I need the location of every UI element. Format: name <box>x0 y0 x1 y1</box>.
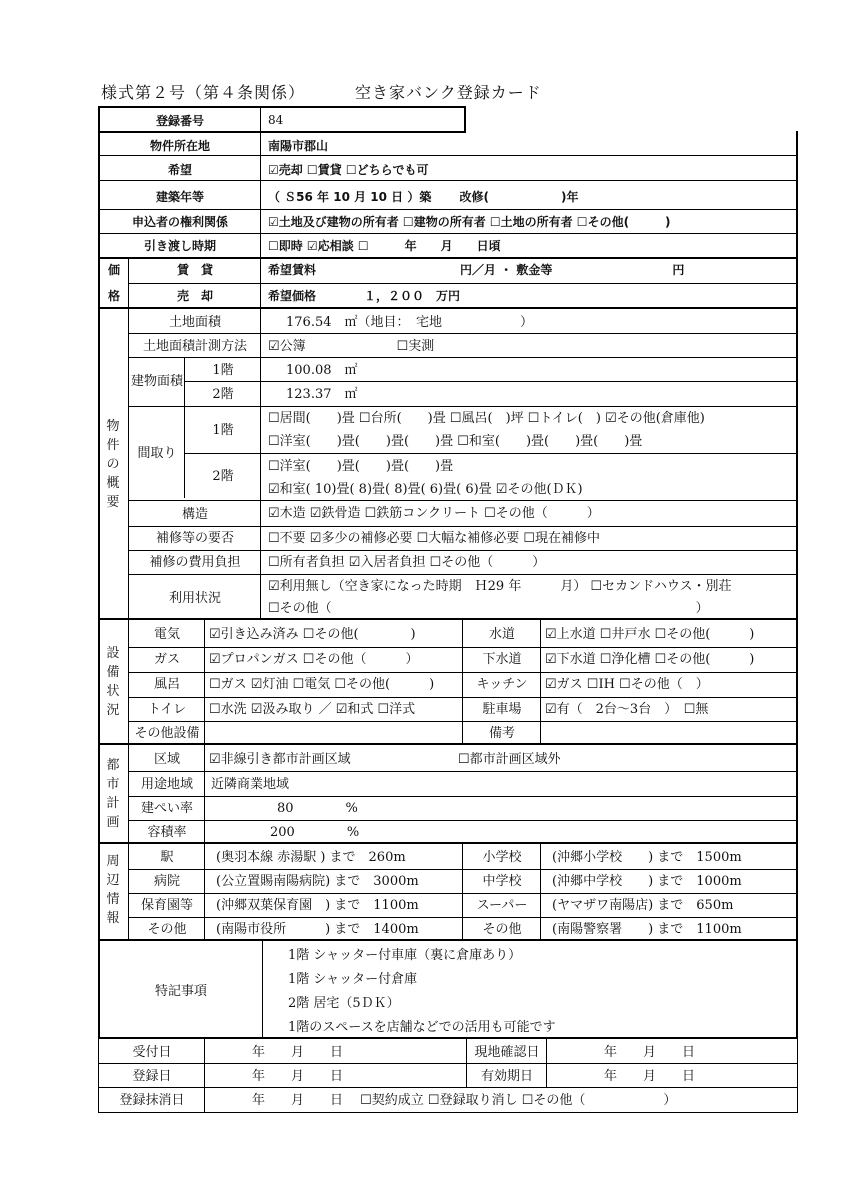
bath-label: 風呂 <box>153 677 180 692</box>
notes-label: 備考 <box>488 726 515 741</box>
madori-floor2: 2階 <box>212 469 234 484</box>
madori-f1-line1: ☐居間( )畳 ☐台所( )畳 ☐風呂( )坪 ☐トイレ( ) ☑その他(倉庫他) <box>268 411 705 426</box>
sewer-value: ☑下水道 ☐浄化槽 ☐その他( ) <box>545 652 755 667</box>
built-value: （ Ｓ56 年 10 月 10 日 ）築 改修( )年 <box>268 190 579 204</box>
floor1-area: 100.08 ㎡ <box>286 363 358 378</box>
electric-value: ☑引き込み済み ☐その他( ) <box>209 627 416 642</box>
special-line: 2階 居宅（5ＤＫ） <box>288 996 400 1011</box>
price-side-1: 価 <box>107 263 120 277</box>
sale-label: 売 却 <box>176 289 213 303</box>
area-value: ☑非線引き都市計画区域 <box>209 752 351 767</box>
structure-label: 構造 <box>181 507 208 522</box>
gas-value: ☑プロパンガス ☐その他（ ） <box>209 652 419 667</box>
area-value-2: ☐都市計画区域外 <box>458 752 561 767</box>
far-value: 200 % <box>270 825 360 840</box>
rent-value: 希望賃料 円／月 ・ 敷金等 円 <box>268 263 685 277</box>
toilet-value: ☐水洗 ☑汲み取り ／ ☑和式 ☐洋式 <box>209 702 416 717</box>
madori-label: 間取り <box>137 446 177 461</box>
cost-label: 補修の費用負担 <box>149 555 241 570</box>
received-label: 受付日 <box>132 1045 172 1060</box>
kitchen-label: キッチン <box>476 677 528 692</box>
reg-value: 84 <box>268 113 284 127</box>
handover-value: ☐即時 ☑応相談 ☐ 年 月 日頃 <box>268 239 501 253</box>
wish-value: ☑売却 ☐賃貸 ☐どちらでも可 <box>268 163 429 177</box>
special-line: 1階 シャッター付倉庫 <box>288 972 418 987</box>
price-side-2: 格 <box>107 289 120 303</box>
rent-label: 賃 貸 <box>176 263 213 277</box>
valid-date: 年 月 日 <box>604 1069 696 1084</box>
cancel-label: 登録抹消日 <box>119 1093 185 1108</box>
bcr-label: 建ぺい率 <box>140 801 193 816</box>
usage-label: 利用状況 <box>168 591 221 606</box>
area-label: 区域 <box>153 752 180 767</box>
site-check-date: 年 月 日 <box>604 1045 696 1060</box>
sale-value: 希望価格 １，２００ 万円 <box>268 289 461 303</box>
usage-line1: ☑利用無し（空き家になった時期 Ｈ29 年 月） ☐セカンドハウス・別荘 <box>268 579 732 594</box>
use-district-label: 用途地域 <box>140 777 193 792</box>
location-value: 南陽市郡山 <box>268 139 329 153</box>
madori-f1-line2: ☐洋室( )畳( )畳( )畳 ☐和室( )畳( )畳( )畳 <box>268 434 643 449</box>
form-title <box>101 80 542 103</box>
land-area-value: 176.54 ㎡（地目： 宅地 ） <box>286 315 533 330</box>
floor2-area: 123.37 ㎡ <box>286 387 358 402</box>
registered-label: 登録日 <box>132 1069 172 1084</box>
usage-line2: ☐その他（ ） <box>268 601 709 616</box>
rights-label: 申込者の権利関係 <box>131 215 228 229</box>
bldg-area-label: 建物面積 <box>130 374 183 389</box>
madori-floor1: 1階 <box>212 423 234 438</box>
land-method-value: ☑公簿 ☐実測 <box>268 339 435 354</box>
bath-value: ☐ガス ☑灯油 ☐電気 ☐その他( ) <box>209 677 435 692</box>
repair-value: ☐不要 ☑多少の補修必要 ☐大幅な補修必要 ☐現在補修中 <box>268 531 601 546</box>
far-label: 容積率 <box>147 825 187 840</box>
floor1-label: 1階 <box>212 363 234 378</box>
water-value: ☑上水道 ☐井戸水 ☐その他( ) <box>545 627 755 642</box>
reg-label: 登録番号 <box>155 114 204 128</box>
land-area-label: 土地面積 <box>168 315 221 330</box>
bcr-value: 80 % <box>277 801 358 816</box>
received-date: 年 月 日 <box>252 1045 344 1060</box>
cancel-value: 年 月 日 ☐契約成立 ☐登録取り消し ☐その他（ ） <box>252 1093 677 1108</box>
electric-label: 電気 <box>153 627 180 642</box>
kitchen-value: ☑ガス ☐IH ☐その他（ ） <box>545 677 709 692</box>
site-check-label: 現地確認日 <box>474 1045 540 1060</box>
registered-date: 年 月 日 <box>252 1069 344 1084</box>
form-number: 様式第２号（第４条関係） <box>101 83 306 102</box>
land-method-label: 土地面積計測方法 <box>142 339 247 354</box>
special-line: 1階 シャッター付車庫（裏に倉庫あり） <box>288 948 522 963</box>
rights-value: ☑土地及び建物の所有者 ☐建物の所有者 ☐土地の所有者 ☐その他( ) <box>268 215 671 229</box>
floor2-label: 2階 <box>212 387 234 402</box>
gas-label: ガス <box>153 652 180 667</box>
parking-value: ☑有（ 2台～3台 ） ☐無 <box>545 702 709 717</box>
card-title: 空き家バンク登録カード <box>355 83 542 102</box>
repair-label: 補修等の要否 <box>155 531 234 546</box>
madori-f2-line2: ☑和室( 10)畳( 8)畳( 8)畳( 6)畳( 6)畳 ☑その他(ＤＫ) <box>268 482 583 497</box>
handover-label: 引き渡し時期 <box>143 239 216 253</box>
use-district-value: 近隣商業地域 <box>211 777 290 792</box>
parking-label: 駐車場 <box>482 702 522 717</box>
wish-label: 希望 <box>167 163 192 177</box>
location-label: 物件所在地 <box>149 139 210 153</box>
toilet-label: トイレ <box>147 702 187 717</box>
water-label: 水道 <box>488 627 515 642</box>
structure-value: ☑木造 ☑鉄骨造 ☐鉄筋コンクリート ☐その他（ ） <box>268 506 600 521</box>
special-line: 1階のスペースを店舗などでの活用も可能です <box>288 1020 556 1035</box>
cost-value: ☐所有者負担 ☑入居者負担 ☐その他（ ） <box>268 555 546 570</box>
valid-label: 有効期日 <box>480 1069 533 1084</box>
madori-f2-line1: ☐洋室( )畳( )畳( )畳 <box>268 459 454 474</box>
built-label: 建築年等 <box>155 190 204 204</box>
sewer-label: 下水道 <box>482 652 522 667</box>
other-equipment-label: その他設備 <box>134 726 200 741</box>
special-label: 特記事項 <box>154 984 207 999</box>
